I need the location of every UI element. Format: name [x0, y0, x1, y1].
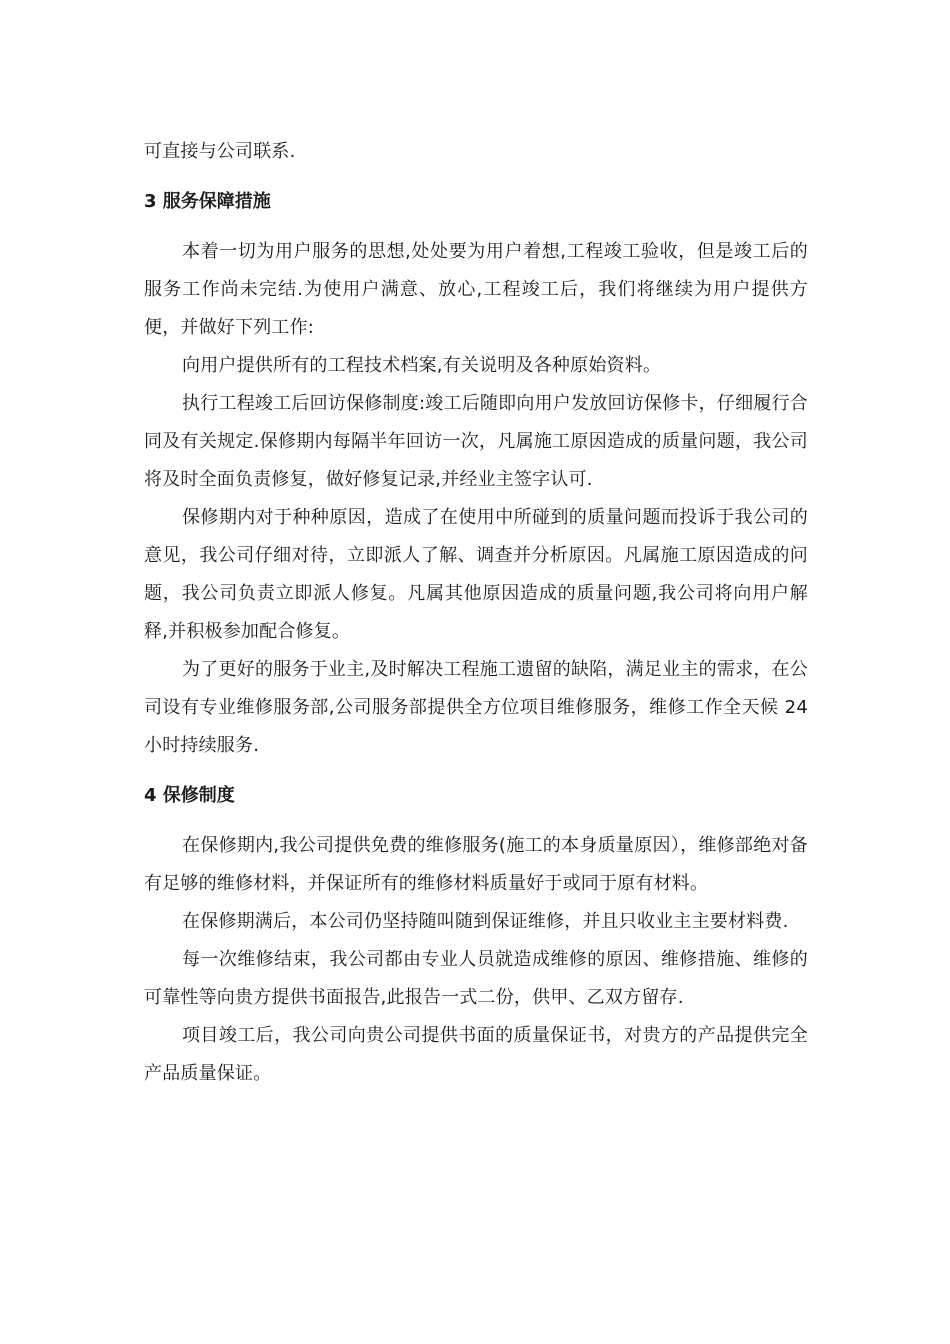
section-3-paragraph-4: 保修期内对于种种原因，造成了在使用中所碰到的质量问题而投诉于我公司的意见，我公司仔细对待，立即派人了解、调查并分析原因。凡属施工原因造成的问题，我公司负责立即派人修复。凡属其他原因造成的质量问题,我公司将向用户解释,并积极参加配合修复。 [144, 507, 808, 642]
section-4-paragraph-4: 项目竣工后，我公司向贵公司提供书面的质量保证书，对贵方的产品提供完全产品质量保证。 [144, 1025, 808, 1084]
section-4-paragraph-2: 在保修期满后，本公司仍坚持随叫随到保证维修，并且只收业主主要材料费. [182, 911, 789, 932]
section-3-heading: 3 服务保障措施 [144, 191, 271, 212]
section-3-paragraph-3: 执行工程竣工后回访保修制度:竣工后随即向用户发放回访保修卡，仔细履行合同及有关规定.保修期内每隔半年回访一次，凡属施工原因造成的质量问题，我公司将及时全面负责修复，做好修复记录,并经业主签字认可. [144, 393, 808, 490]
section-3-paragraph-2: 向用户提供所有的工程技术档案,有关说明及各种原始资料。 [182, 355, 662, 376]
section-4-paragraph-1: 在保修期内,我公司提供免费的维修服务(施工的本身质量原因），维修部绝对备有足够的维修材料，并保证所有的维修材料质量好于或同于原有材料。 [144, 835, 808, 894]
section-4-heading: 4 保修制度 [144, 785, 235, 806]
section-3-paragraph-1: 本着一切为用户服务的思想,处处要为用户着想,工程竣工验收，但是竣工后的服务工作尚未完结.为使用户满意、放心,工程竣工后，我们将继续为用户提供方便，并做好下列工作: [144, 241, 808, 338]
section-4-paragraph-3: 每一次维修结束，我公司都由专业人员就造成维修的原因、维修措施、维修的可靠性等向贵方提供书面报告,此报告一式二份，供甲、乙双方留存. [144, 949, 808, 1008]
continuation-text: 可直接与公司联系. [144, 141, 296, 162]
document-body [144, 133, 808, 1093]
section-3-paragraph-5: 为了更好的服务于业主,及时解决工程施工遗留的缺陷，满足业主的需求，在公司设有专业维修服务部,公司服务部提供全方位项目维修服务，维修工作全天候 24 小时持续服务. [144, 659, 808, 756]
